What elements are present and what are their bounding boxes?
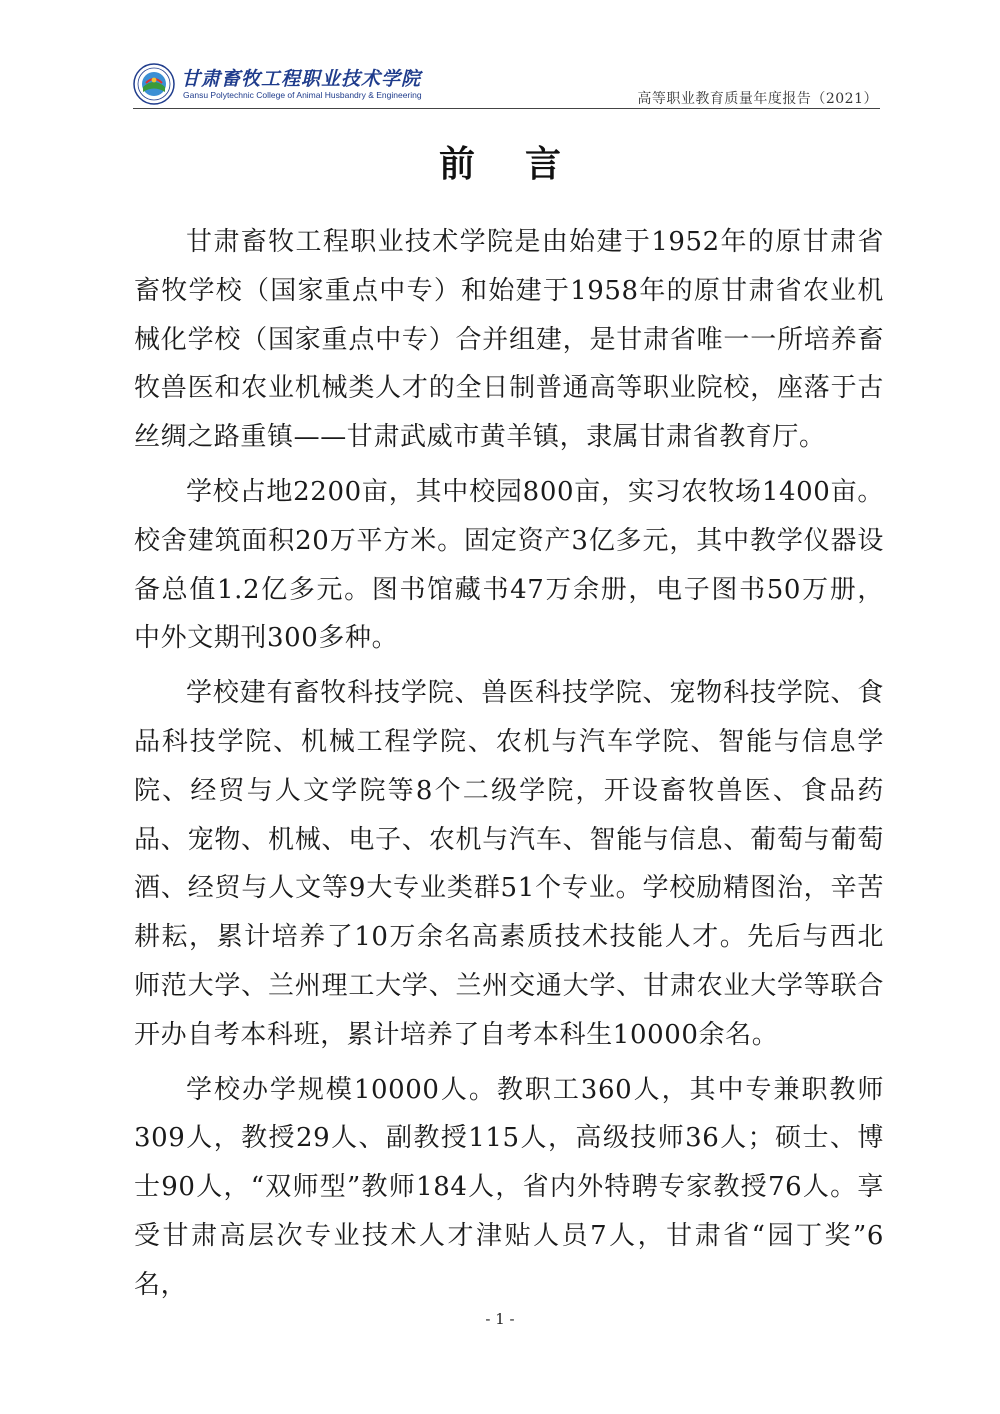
paragraph: 学校建有畜牧科技学院、兽医科技学院、宠物科技学院、食品科技学院、机械工程学院、农机与汽车学院、智能与信息学院、经贸与人文学院等8个二级学院，开设畜牧兽医、食品药品、宠物、机械、电子、农机与汽车、智能与信息、葡萄与葡萄酒、经贸与人文等9大专业类群51个专业。学校励精图治，辛苦耕耘，累计培养了10万余名高素质技术技能人才。先后与西北师范大学、兰州理工大学、兰州交通大学、甘肃农业大学等联合开办自考本科班，累计培养了自考本科生10000余名。 [134, 678, 884, 1050]
body-text [134, 218, 884, 1310]
paragraph: 学校占地2200亩，其中校园800亩，实习农牧场1400亩。校舍建筑面积20万平方米。固定资产3亿多元，其中教学仪器设备总值1.2亿多元。图书馆藏书47万余册，电子图书50万册，中外文期刊300多种。 [134, 476, 884, 654]
paragraph: 学校办学规模10000人。教职工360人，其中专兼职教师309人，教授29人、副教授115人，高级技师36人；硕士、博士90人，“双师型”教师184人，省内外特聘专家教授76人。享受甘肃高层次专业技术人才津贴人员7人，甘肃省“园丁奖”6名， [134, 1074, 884, 1300]
page-number: - 1 - [485, 1310, 515, 1328]
college-logo-name: 甘肃畜牧工程职业技术学院 [181, 68, 422, 90]
header-divider [133, 108, 880, 109]
page-heading: 前言 [438, 143, 611, 185]
paragraph: 甘肃畜牧工程职业技术学院是由始建于1952年的原甘肃省畜牧学校（国家重点中专）和始建于1958年的原甘肃省农业机械化学校（国家重点中专）合并组建，是甘肃省唯一一所培养畜牧兽医和农业机械类人才的全日制普通高等职业院校，座落于古丝绸之路重镇——甘肃武威市黄羊镇，隶属甘肃省教育厅。 [134, 227, 884, 453]
page-header [133, 58, 880, 110]
college-emblem-icon [133, 63, 175, 105]
report-title: 高等职业教育质量年度报告（2021） [637, 91, 878, 107]
college-logo-english-name: Gansu Polytechnic College of Animal Husbandry & Engineering [183, 90, 422, 100]
